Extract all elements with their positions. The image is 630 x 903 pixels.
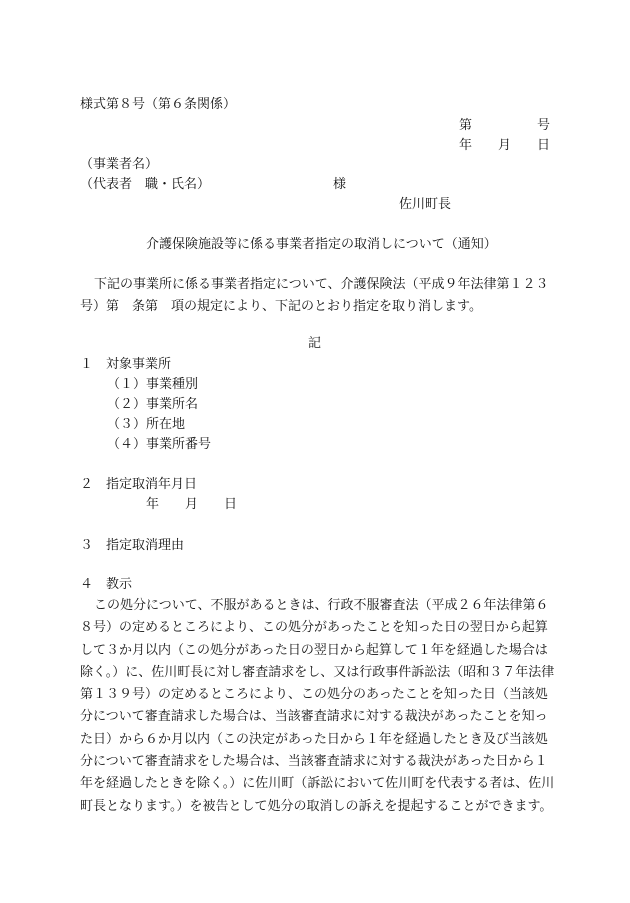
document-number-line: 第 号 [459,118,551,133]
section-2-heading: ２ 指定取消年月日 [80,477,198,492]
form-number: 様式第８号（第６条関係） [80,97,237,112]
section-1-item: （３）所在地 [107,417,186,432]
ki-label: 記 [308,336,322,351]
section-4-heading: ４ 教示 [80,577,133,592]
section-1-item: （１）事業種別 [107,377,199,392]
section-1-heading: １ 対象事業所 [80,357,172,372]
document-date-line: 年 月 日 [459,138,551,153]
recipient-name: （事業者名） [80,157,159,172]
honorific: 様 [333,177,347,192]
issuer: 佐川町長 [399,197,452,212]
recipient-representative: （代表者 職・氏名） [80,177,211,192]
section-1-item: （２）事業所名 [107,397,199,412]
section-2-date: 年 月 日 [146,497,238,512]
section-1-item: （４）事業所番号 [107,437,212,452]
section-4-body: この処分について、不服があるときは、行政不服審査法（平成２６年法律第６８号）の定めるところにより、この処分があったことを知った日の翌日から起算して３か月以内（この処分があった日の翌日から起算して１年を経過した場合は除く。）に、佐川町長に対し審査請求をし、又は行政事件訴訟法（昭和３７年法律第１３９号）の定めるところにより、この処分のあったことを知った日（当該処分について審査請求した場合は、当該審査請求に対する裁決があったことを知った日）から６か月以内（この決定があった日から１年を経過したとき及び当該処分について審査請求をした場合は、当該審査請求に対する裁決があった日から１年を経過したときを除く。）に佐川町（訴訟において佐川町を代表する者は、佐川町長となります。）を被告として処分の取消しの訴えを提起することができます。 [80,598,555,814]
document-title: 介護保険施設等に係る事業者指定の取消しについて（通知） [146,237,497,252]
intro-paragraph: 下記の事業所に係る事業者指定について、介護保険法（平成９年法律第１２３号）第 条第 項の規定により、下記のとおり指定を取り消します。 [80,277,549,315]
section-3-heading: ３ 指定取消理由 [80,538,185,553]
